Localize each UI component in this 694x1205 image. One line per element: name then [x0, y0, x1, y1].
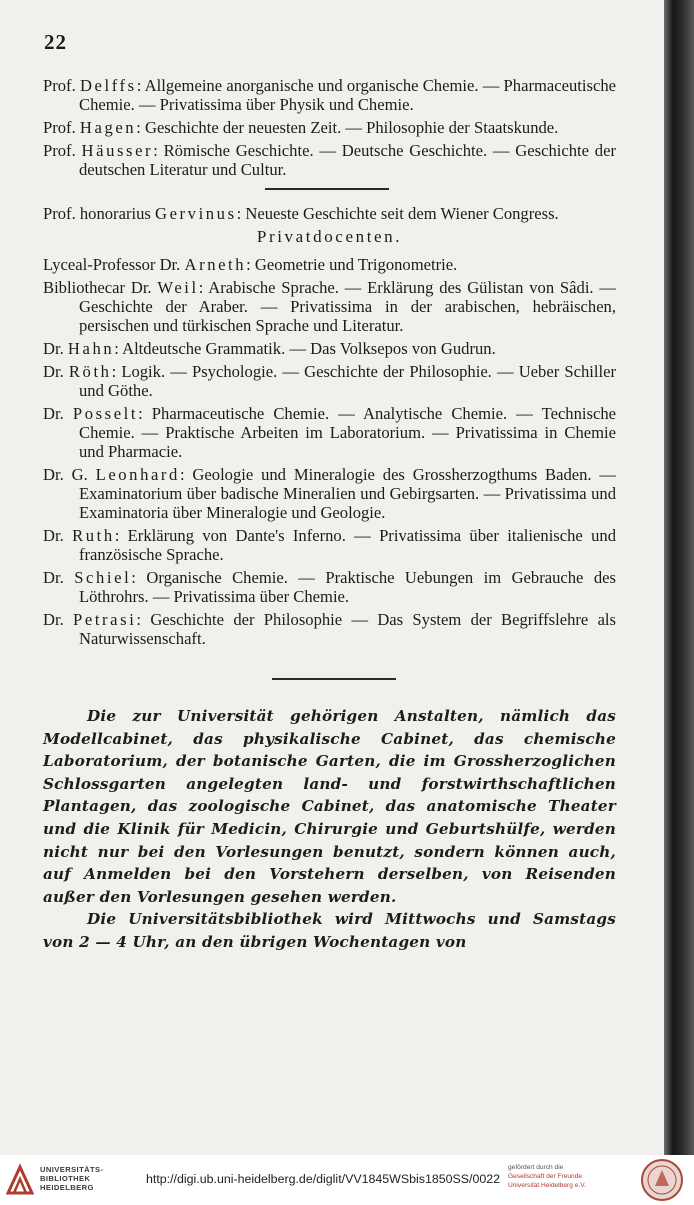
library-logo-icon: [6, 1163, 34, 1197]
digitization-footer: [0, 1155, 694, 1205]
notice-text: [43, 705, 616, 954]
entry-title: Dr.: [43, 610, 64, 629]
lecturer-name: Hahn: [67, 339, 115, 358]
logo-line-3: HEIDELBERG: [40, 1183, 94, 1192]
page-content: [43, 76, 616, 954]
lecture-topics: : Pharmaceutische Chemie. — Analytische Chemie. — Technische Chemie. — Praktische Arbeiten im Laboratorium. — Privatissima in Chemie und Pharmacie.: [79, 404, 616, 461]
lecture-topics: : Römische Geschichte. — Deutsche Geschichte. — Geschichte der deutschen Literatur und Cultur.: [79, 141, 616, 179]
lecture-topics: : Geschichte der Philosophie — Das System der Begriffslehre als Naturwissenschaft.: [79, 610, 617, 648]
notice-paragraph-institutions: Die zur Universität gehörigen Anstalten, nämlich das Modellcabinet, das physikalische Cabinet, das chemische Laboratorium, der botanische Garten, die im Grossherzoglichen Schlossgarten angelegten land- und forstwirthschaftlichen Plantagen, das zoologische Cabinet, das anatomische Theater und die Klinik für Medicin, Chirurgie und Geburtshülfe, werden nicht nur bei den Vorlesungen benutzt, sondern können auch, auf Anmelden bei den Vorstehern derselben, von Reisenden außer den Vorlesungen gesehen werden.: [43, 707, 616, 906]
section-divider: [265, 188, 389, 190]
lecture-entry: [43, 76, 616, 114]
lecture-entry: [43, 118, 616, 137]
sponsor-label: gefördert durch die: [508, 1164, 564, 1171]
lecturer-name: Gervinus: [155, 204, 237, 223]
entry-title: Dr.: [43, 404, 64, 423]
notice-paragraph-library: Die Universitätsbibliothek wird Mittwochs und Samstags von 2 — 4 Uhr, an den übrigen Wochentagen von: [43, 910, 616, 951]
entry-title: Prof. honorarius: [43, 204, 151, 223]
lecture-topics: : Geometrie und Trigonometrie.: [246, 255, 458, 274]
entry-title: Dr. G.: [43, 465, 88, 484]
lecture-topics: : Allgemeine anorganische und organische Chemie. — Pharmaceutische Chemie. — Privatissima über Physik und Chemie.: [79, 76, 616, 114]
lecture-entry: [43, 255, 616, 274]
professor-list: [43, 76, 616, 179]
digitization-url[interactable]: http://digi.ub.uni-heidelberg.de/diglit/VV1845WSbis1850SS/0022: [146, 1172, 501, 1186]
lecturer-name: Schiel: [74, 568, 132, 587]
book-gutter-shadow: [664, 0, 694, 1155]
logo-line-2: BIBLIOTHEK: [40, 1174, 91, 1183]
lecture-topics: : Geologie und Mineralogie des Grossherzogthums Baden. — Examinatorium über badische Mineralien und Gebirgsarten. — Privatissima und Examinatoria über Mineralogie und Geologie.: [79, 465, 616, 522]
lecture-entry: [43, 278, 616, 335]
lecture-entry: [43, 404, 616, 461]
entry-title: Dr.: [43, 339, 64, 358]
entry-title: Bibliothecar Dr.: [43, 278, 152, 297]
lecture-topics: : Neueste Geschichte seit dem Wiener Congress.: [236, 204, 559, 223]
university-seal-icon: [640, 1158, 684, 1202]
lecture-entry: [43, 141, 616, 179]
privatdocenten-heading: Privatdocenten.: [256, 227, 403, 246]
lecturer-name: Weil: [157, 278, 199, 297]
sponsor-note: [508, 1163, 626, 1190]
entry-title: Prof.: [43, 76, 76, 95]
page-number: 22: [44, 30, 67, 54]
lecturer-name: Delffs: [79, 76, 137, 95]
lecturer-name: Posselt: [72, 404, 139, 423]
logo-line-1: UNIVERSITÄTS-: [40, 1165, 104, 1174]
lecturer-name: Hagen: [79, 118, 137, 137]
lecturer-name: Ruth: [72, 526, 115, 545]
lecture-entry: [43, 526, 616, 564]
privatdocenten-list: [43, 255, 616, 648]
lecturer-name: Arneth: [184, 255, 247, 274]
honorary-professor-list: [43, 204, 616, 223]
lecture-entry: [43, 204, 616, 223]
lecture-topics: : Geschichte der neuesten Zeit. — Philosophie der Staatskunde.: [136, 118, 559, 137]
library-logo-text: [40, 1165, 103, 1192]
section-divider-2: [272, 678, 396, 680]
lecture-entry: [43, 465, 616, 522]
lecturer-name: Leonhard: [95, 465, 180, 484]
sponsor-line-1: Gesellschaft der Freunde: [508, 1173, 583, 1180]
lecture-entry: [43, 362, 616, 400]
lecture-entry: [43, 339, 616, 358]
lecture-topics: : Arabische Sprache. — Erklärung des Gülistan von Sâdi. — Geschichte der Araber. — Privatissima in der arabischen, hebräischen, persischen und türkischen Sprache und Literatur.: [79, 278, 616, 335]
entry-title: Prof.: [43, 141, 76, 160]
entry-title: Lyceal-Professor Dr.: [43, 255, 181, 274]
lecture-topics: : Altdeutsche Grammatik. — Das Volksepos von Gudrun.: [114, 339, 496, 358]
lecture-topics: : Erklärung von Dante's Inferno. — Privatissima über italienische und französische Sprache.: [79, 526, 616, 564]
lecture-topics: : Logik. — Psychologie. — Geschichte der Philosophie. — Ueber Schiller und Göthe.: [79, 362, 616, 400]
lecturer-name: Röth: [68, 362, 112, 381]
lecture-entry: [43, 610, 616, 648]
lecture-entry: [43, 568, 616, 606]
entry-title: Dr.: [43, 526, 64, 545]
entry-title: Prof.: [43, 118, 76, 137]
entry-title: Dr.: [43, 362, 64, 381]
lecture-topics: : Organische Chemie. — Praktische Uebungen im Gebrauche des Löthrohrs. — Privatissima über Chemie.: [79, 568, 617, 606]
lecturer-name: Petrasi: [73, 610, 137, 629]
sponsor-line-2: Universität Heidelberg e.V.: [508, 1182, 586, 1189]
entry-title: Dr.: [43, 568, 64, 587]
lecturer-name: Häusser: [81, 141, 154, 160]
